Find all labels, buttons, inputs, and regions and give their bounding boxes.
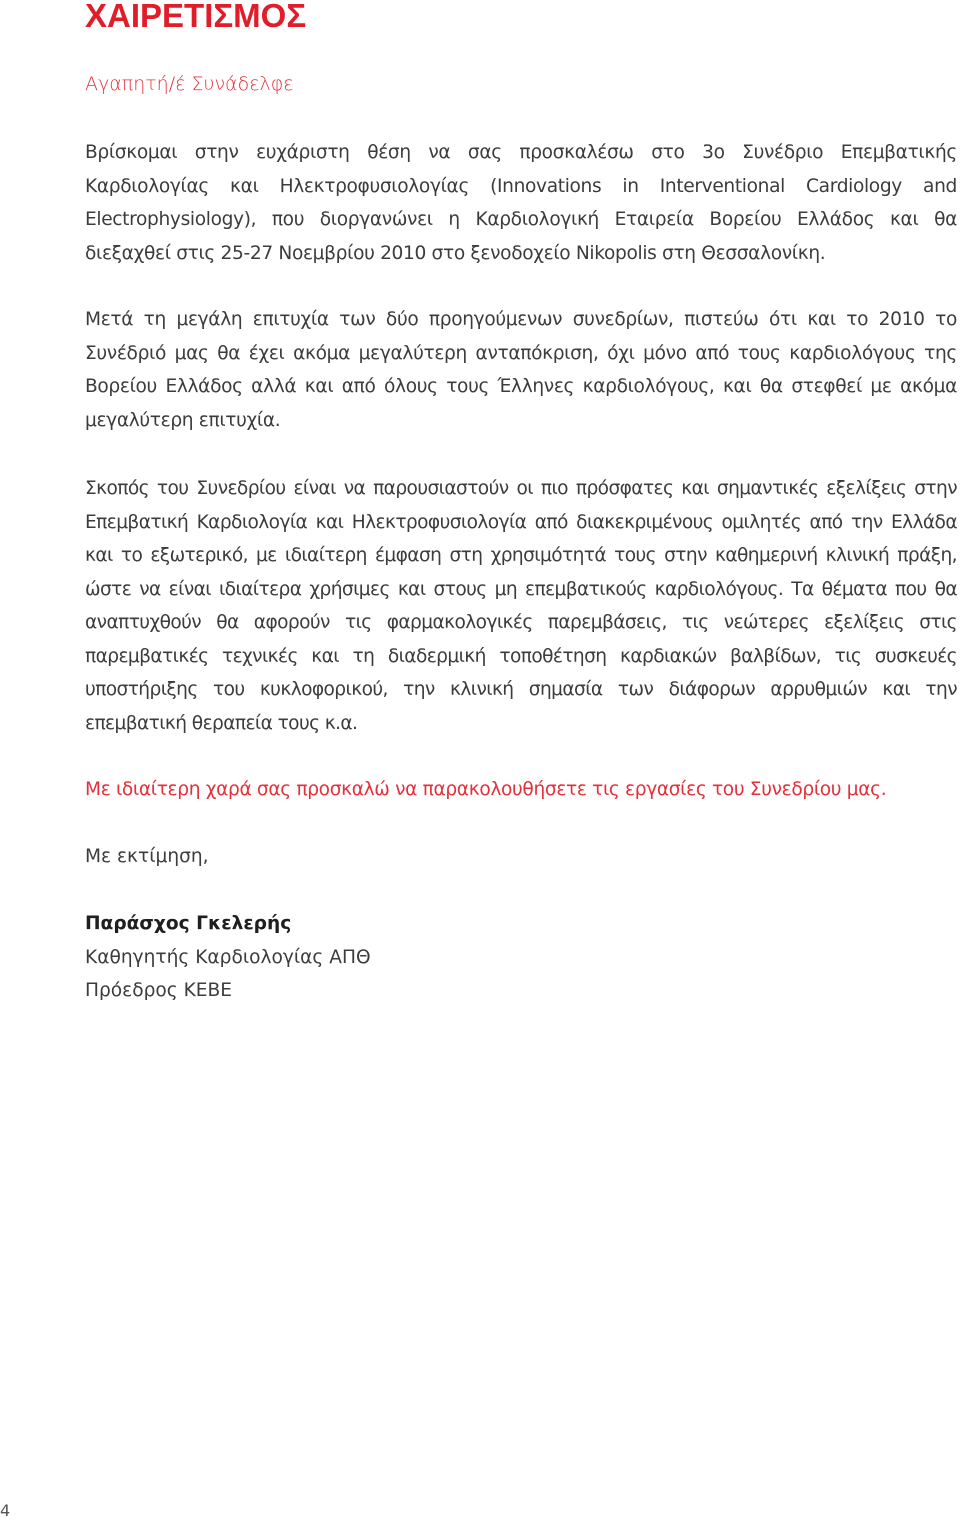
salutation: Αγαπητή/έ Συνάδελφε	[85, 73, 294, 95]
paragraph-success: Μετά τη μεγάλη επιτυχία των δύο προηγούμενων συνεδρίων, πιστεύω ότι και το 2010 το Συνέδριό μας θα έχει ακόμα μεγαλύτερη ανταπόκριση, όχι μόνο από τους καρδιολόγους της Βορείου Ελλάδος αλλά και από όλους τους Έλληνες καρδιολόγους, και θα στεφθεί με ακόμα μεγαλύτερη επιτυχία.	[85, 309, 957, 431]
signature-title-1: Καθηγητής Καρδιολογίας ΑΠΘ	[85, 946, 371, 968]
closing-invitation: Με ιδιαίτερη χαρά σας προσκαλώ να παρακολουθήσετε τις εργασίες του Συνεδρίου μας.	[85, 779, 887, 800]
signature-title-2: Πρόεδρος ΚΕΒΕ	[85, 980, 233, 1001]
signature-block	[85, 907, 371, 1008]
signature-name: Παράσχος Γκελερής	[85, 913, 292, 934]
paragraph-intro: Βρίσκομαι στην ευχάριστη θέση να σας προσκαλέσω στο 3ο Συνέδριο Επεμβατικής Καρδιολογίας και Ηλεκτροφυσιολογίας (Innovations in Interventional Cardiology and Electrophysiology), που διοργανώνει η Καρδιολογική Εταιρεία Βορείου Ελλάδος και θα διεξαχθεί στις 25-27 Νοεμβρίου 2010 στο ξενοδοχείο Nikopolis στη Θεσσαλονίκη.	[85, 142, 957, 264]
regards-line: Με εκτίμηση,	[85, 846, 209, 867]
page-title: ΧΑΙΡΕΤΙΣΜΟΣ	[85, 0, 307, 34]
page-number: 4	[0, 1501, 11, 1520]
paragraph-purpose: Σκοπός του Συνεδρίου είναι να παρουσιαστούν οι πιο πρόσφατες και σημαντικές εξελίξεις στην Επεμβατική Καρδιολογία και Ηλεκτροφυσιολογία από διακεκριμένους ομιλητές από την Ελλάδα και το εξωτερικό, με ιδιαίτερη έμφαση στη χρησιμότητά τους στην καθημερινή κλινική πράξη, ώστε να είναι ιδιαίτερα χρήσιμες και στους μη επεμβατικούς καρδιολόγους. Τα θέματα που θα αναπτυχθούν θα αφορούν τις φαρμακολογικές παρεμβάσεις, τις νεώτερες εξελίξεις στις παρεμβατικές τεχνικές και τη διαδερμική τοποθέτηση καρδιακών βαλβίδων, τις συσκευές υποστήριξης του κυκλοφορικού, την κλινική σημασία των διάφορων αρρυθμιών και την επεμβατική θεραπεία τους κ.α.	[85, 478, 957, 734]
